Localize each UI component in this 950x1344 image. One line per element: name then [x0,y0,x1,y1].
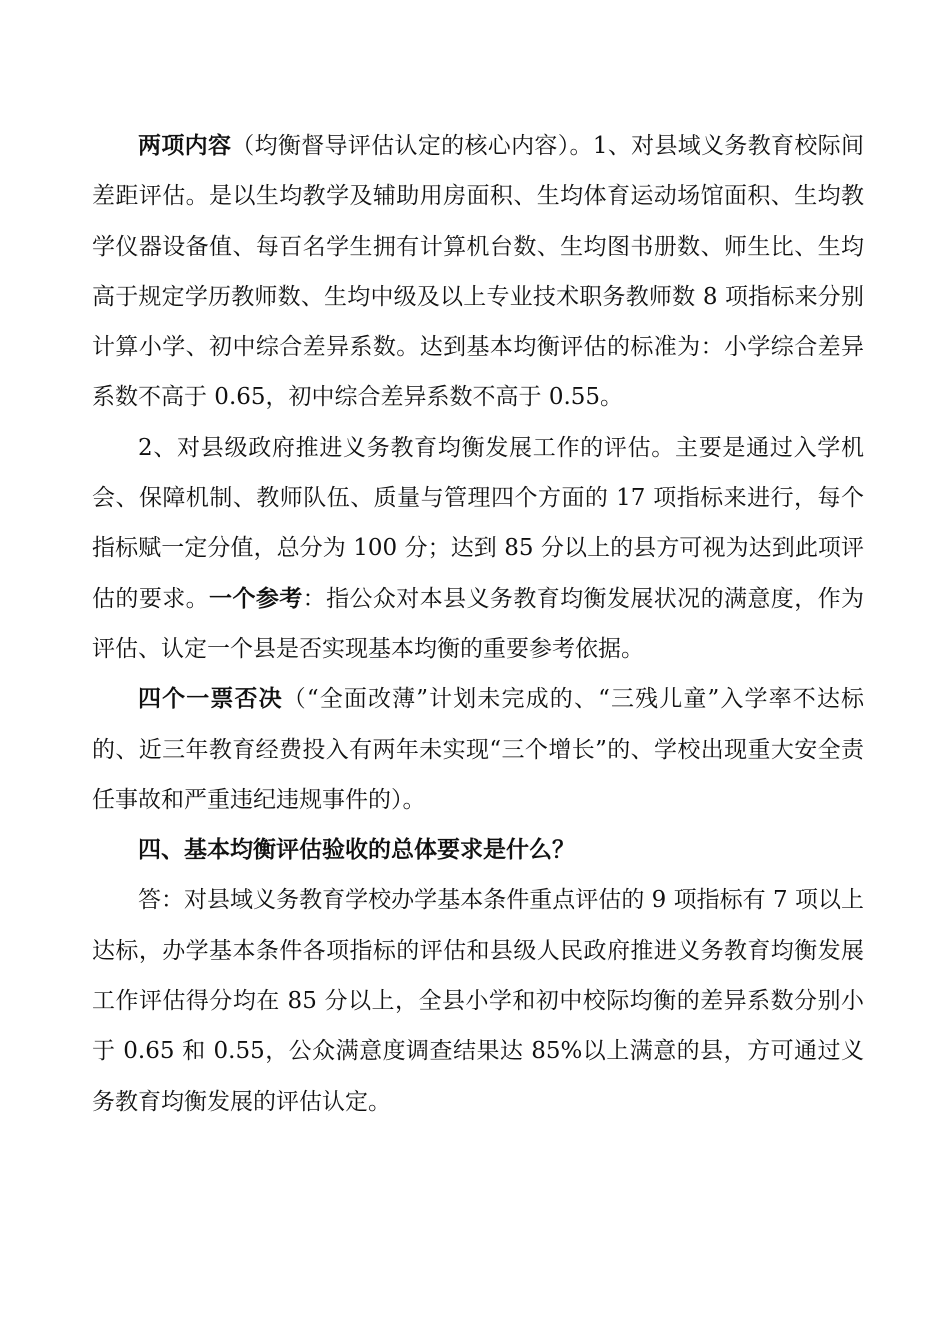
one-reference-label: 一个参考 [209,584,303,612]
veto-items-label: 四个一票否决 [138,685,283,713]
county-government-text: 2、对县级政府推进义务教育均衡发展工作的评估。主要是通过入学机会、保障机制、教师队伍、质量与管理四个方面的 17 项指标来进行，每个指标赋一定分值，总分为 100 分；达到 85 分以上的县方可视为达到此项评估的要求。 [92,434,864,612]
paragraph-veto-items [92,674,864,825]
two-items-label: 两项内容 [138,132,232,159]
question-four-answer: 答：对县域义务教育学校办学基本条件重点评估的 9 项指标有 7 项以上达标，办学基本条件各项指标的评估和县级人民政府推进义务教育均衡发展工作评估得分均在 85 分以上，全县小学和初中校际均衡的差异系数分别小于 0.65 和 0.55，公众满意度调查结果达 85%以上满意的县，方可通过义务教育均衡发展的评估认定。 [92,887,864,1115]
question-four-heading: 四、基本均衡评估验收的总体要求是什么？ [138,836,575,864]
veto-items-text: （“全面改薄”计划未完成的、“三残儿童”入学率不达标的、近三年教育经费投入有两年未实现“三个增长”的、学校出现重大安全责任事故和严重违纪违规事件的）。 [92,686,864,813]
paragraph-two-items [92,121,864,423]
paragraph-county-government [92,423,864,674]
document-page [92,121,864,1127]
two-items-text: （均衡督导评估认定的核心内容）。1、对县域义务教育校际间差距评估。是以生均教学及辅助用房面积、生均体育运动场馆面积、生均教学仪器设备值、每百名学生拥有计算机台数、生均图书册数、师生比、生均高于规定学历教师数、生均中级及以上专业技术职务教师数 8 项指标来分别计算小学、初中综合差异系数。达到基本均衡评估的标准为：小学综合差异系数不高于 0.65，初中综合差异系数不高于 0.55。 [92,133,865,411]
one-reference-text: ：指公众对本县义务教育均衡发展状况的满意度，作为评估、认定一个县是否实现基本均衡的重要参考依据。 [92,585,864,662]
